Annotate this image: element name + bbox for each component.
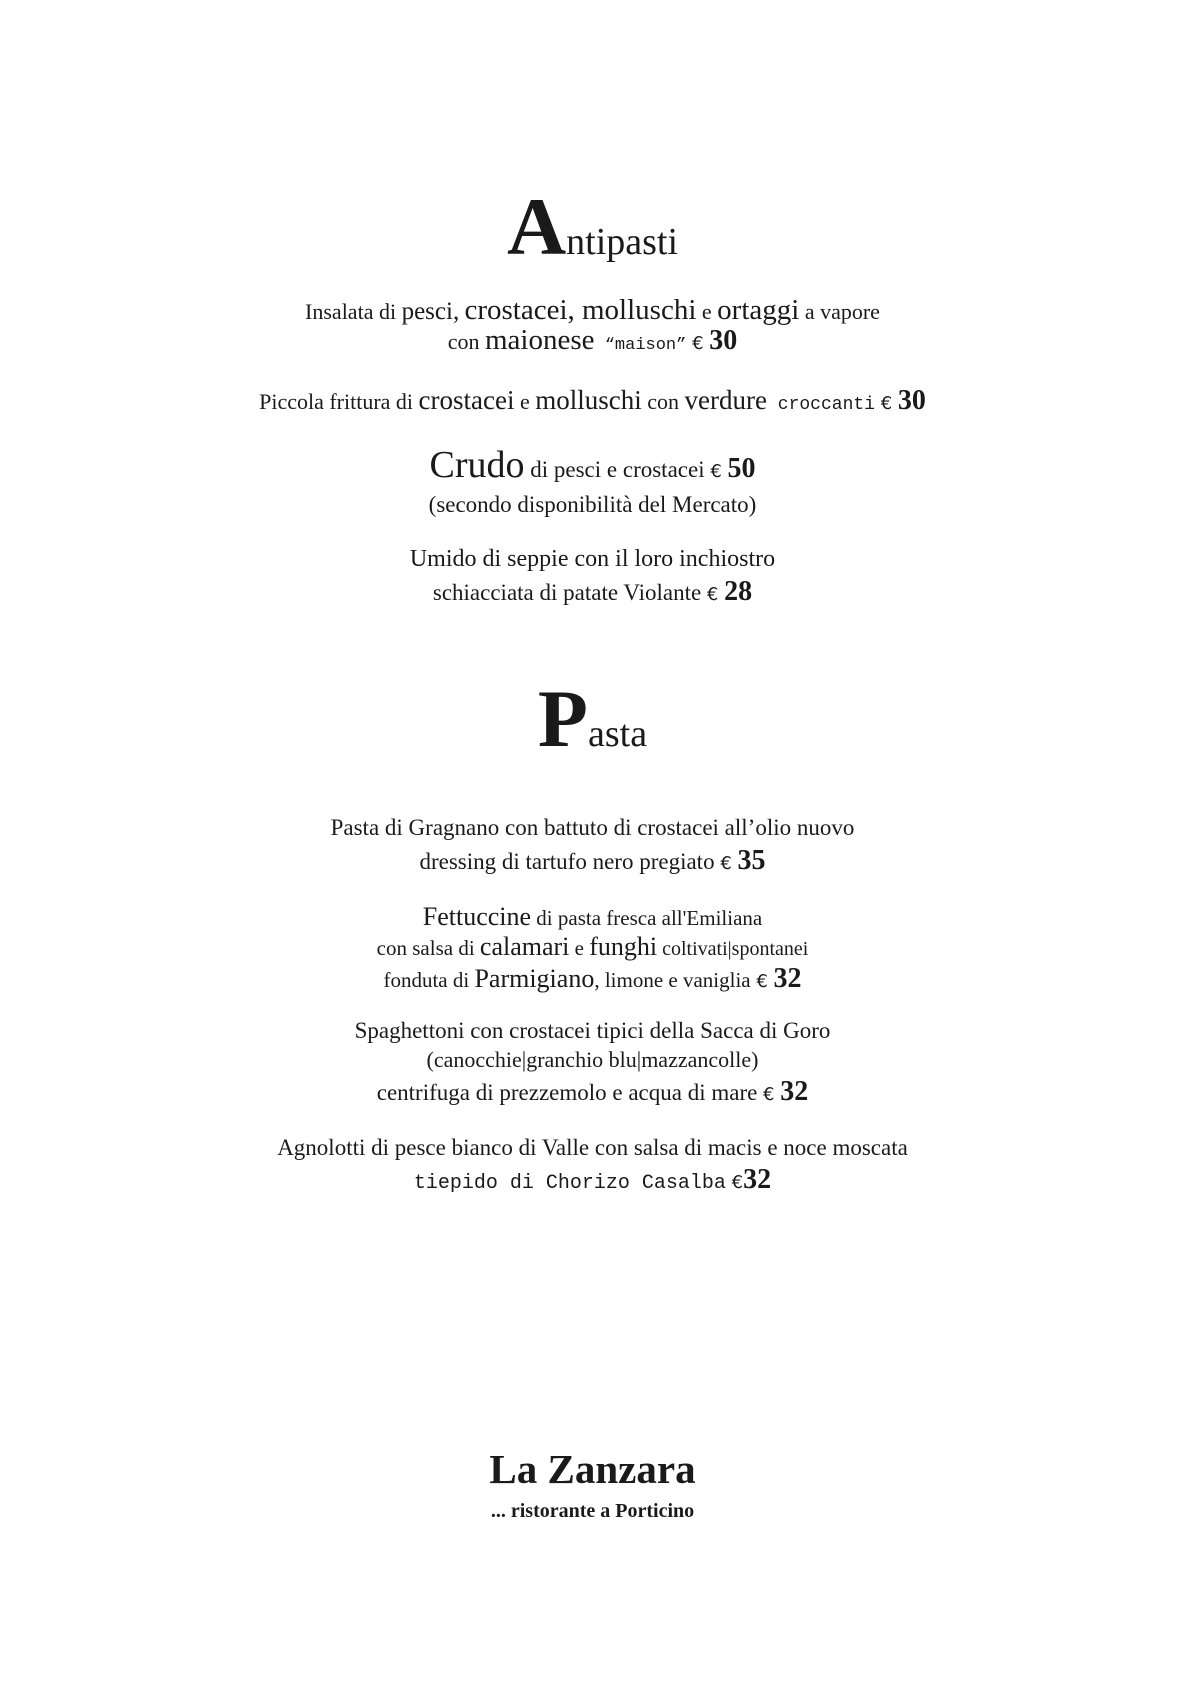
restaurant-tagline: ... ristorante a Porticino <box>490 1500 695 1522</box>
menu-text: funghi <box>589 932 658 961</box>
antipasti-item-seppie-line2 <box>0 578 1185 606</box>
menu-text: maionese <box>485 324 595 356</box>
menu-text: crostacei <box>464 294 568 326</box>
menu-text: con <box>641 389 685 414</box>
antipasti-item-frittura <box>0 387 1185 415</box>
menu-text: e <box>514 389 536 414</box>
menu-text: croccanti <box>766 395 875 415</box>
menu-text: Parmigiano <box>474 964 595 993</box>
price: 30 <box>897 385 926 416</box>
antipasti-item-insalata-line1 <box>0 296 1185 325</box>
menu-text: dressing di tartufo nero pregiato <box>419 849 721 874</box>
menu-text: di pasta fresca all'Emiliana <box>531 906 763 930</box>
price: 50 <box>727 453 756 484</box>
menu-text: € <box>686 333 710 354</box>
pasta-item-agnolotti-line2 <box>0 1166 1185 1194</box>
menu-text: a vapore <box>799 299 880 324</box>
price: 35 <box>737 845 766 876</box>
menu-text: con <box>447 329 485 354</box>
antipasti-item-seppie-line1: Umido di seppie con il loro inchiostro <box>409 546 776 572</box>
pasta-item-spaghettoni-line2: (canocchie|granchio blu|mazzancolle) <box>426 1047 759 1072</box>
menu-text: ntipasti <box>566 221 679 263</box>
menu-text: € <box>701 584 725 605</box>
pasta-item-fettuccine-line3 <box>0 965 1185 993</box>
menu-text: Piccola frittura di <box>259 389 419 414</box>
menu-text: pesci, <box>401 298 460 325</box>
restaurant-name: La Zanzara <box>489 1446 696 1492</box>
section-heading-pasta <box>0 672 1185 766</box>
menu-text: € <box>750 971 774 992</box>
price: 28 <box>724 576 753 607</box>
menu-text: ortaggi <box>717 294 800 326</box>
pasta-item-gragnano-line1: Pasta di Gragnano con battuto di crostacei all’olio nuovo <box>330 815 855 840</box>
menu-text: A <box>506 181 567 272</box>
menu-text: asta <box>588 713 648 755</box>
pasta-item-agnolotti-line1: Agnolotti di pesce bianco di Valle con salsa di macis e noce moscata <box>277 1135 908 1160</box>
menu-text: Insalata di <box>305 299 402 324</box>
menu-text: di pesci e crostacei <box>524 457 705 482</box>
menu-text: molluschi <box>535 385 642 415</box>
menu-text: molluschi <box>582 294 697 326</box>
menu-text: “maison” <box>594 336 687 355</box>
menu-text: e <box>696 299 718 324</box>
pasta-item-spaghettoni-line1: Spaghettoni con crostacei tipici della Sacca di Goro <box>354 1018 831 1043</box>
menu-text: coltivati|spontanei <box>657 938 809 960</box>
menu-text: € <box>720 853 738 874</box>
menu-text: schiacciata di patate Violante <box>432 580 702 605</box>
pasta-item-spaghettoni-line3 <box>0 1078 1185 1106</box>
menu-text: € <box>875 393 898 414</box>
price: 32 <box>773 963 802 994</box>
price: 32 <box>743 1164 772 1195</box>
menu-text: crostacei <box>418 385 515 415</box>
menu-text: P <box>537 673 588 764</box>
menu-text: € <box>757 1084 781 1105</box>
pasta-item-gragnano-line2 <box>0 847 1185 875</box>
antipasti-item-crudo-note: (secondo disponibilità del Mercato) <box>428 492 757 517</box>
menu-text: € <box>725 1172 744 1193</box>
antipasti-item-crudo <box>0 446 1185 484</box>
pasta-item-fettuccine-line1 <box>0 904 1185 930</box>
menu-text: Fettuccine <box>422 902 532 931</box>
pasta-item-fettuccine-line2 <box>0 934 1185 960</box>
menu-text: tiepido di Chorizo Casalba <box>413 1172 726 1195</box>
menu-text: calamari <box>479 932 570 961</box>
menu-text: e <box>569 936 590 960</box>
menu-text: con salsa di <box>376 936 480 960</box>
price: 30 <box>709 325 738 356</box>
menu-text: verdure <box>684 385 767 415</box>
menu-text: Crudo <box>429 444 525 486</box>
menu-text: € <box>704 461 728 482</box>
price: 32 <box>780 1076 809 1107</box>
section-heading-antipasti <box>0 180 1185 274</box>
antipasti-item-insalata-line2 <box>0 326 1185 355</box>
menu-text: , <box>567 294 582 326</box>
menu-text: fonduta di <box>383 968 475 992</box>
menu-text: , limone e vaniglia <box>594 968 751 992</box>
menu-text: centrifuga di prezzemolo e acqua di mare <box>376 1080 758 1105</box>
